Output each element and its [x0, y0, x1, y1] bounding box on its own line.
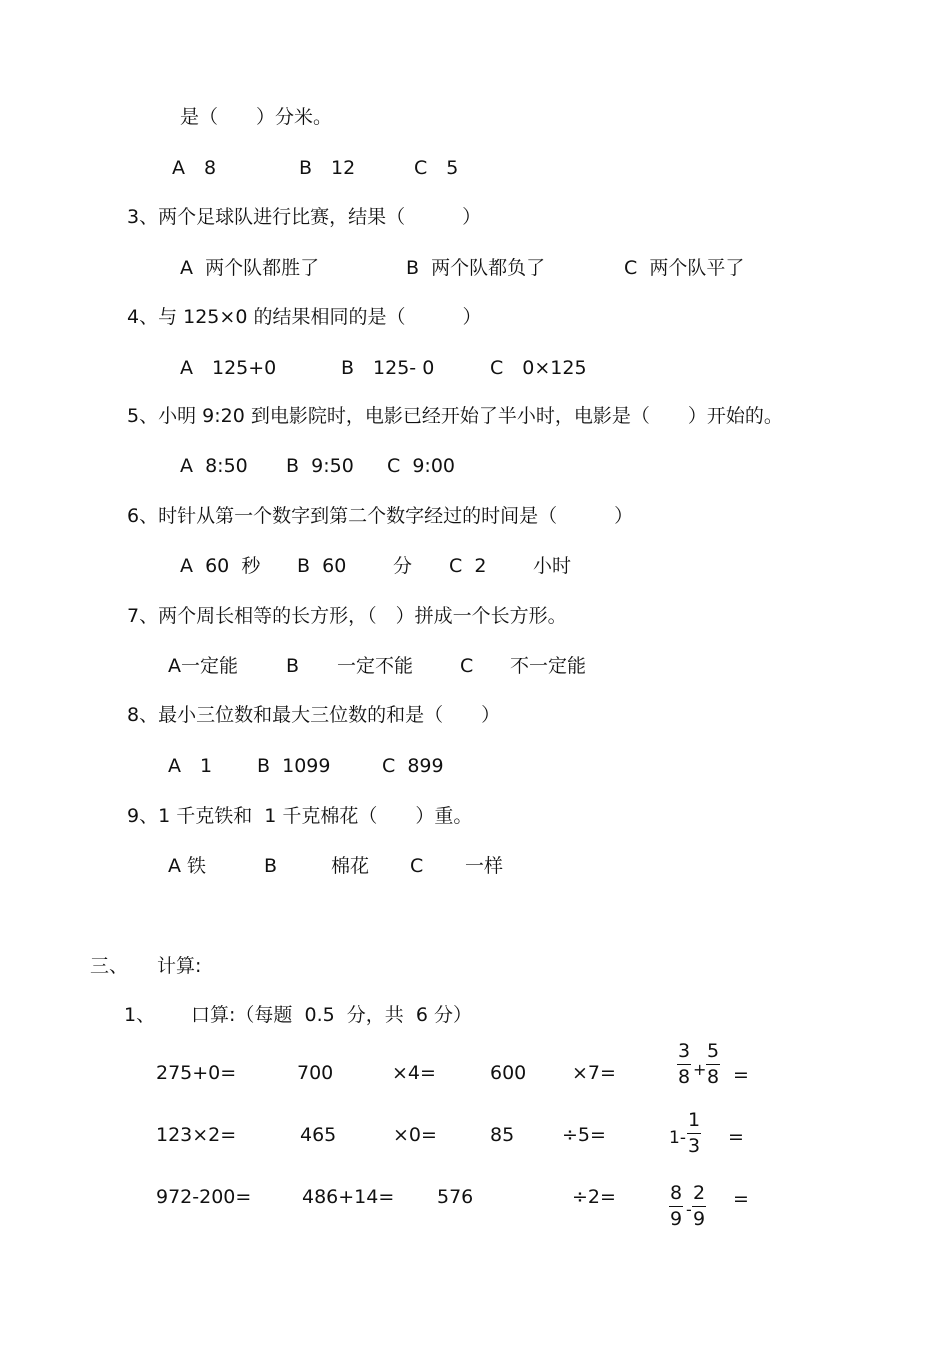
q2-option-c: C 5 [414, 157, 459, 179]
calc-r3-c2: 486+14= [302, 1186, 395, 1208]
q7-option-b-text: 一定不能 [337, 655, 414, 677]
minus-operator: - [686, 1200, 692, 1219]
fraction-bar [677, 1064, 691, 1065]
calc-r3-equals: = [733, 1188, 749, 1210]
calc-r1-equals: = [733, 1064, 749, 1086]
fraction-numerator: 1 [688, 1109, 701, 1131]
q7-option-b: B [286, 655, 300, 677]
q9-stem: 9、1 千克铁和 1 千克棉花（ ）重。 [127, 805, 473, 827]
fraction-denominator: 9 [670, 1208, 683, 1230]
calc-r3-c1: 972-200= [156, 1186, 252, 1208]
q6-stem: 6、时针从第一个数字到第二个数字经过的时间是（ ） [127, 505, 634, 527]
q5-option-c: C 9:00 [387, 455, 456, 477]
q9-option-c: C [410, 855, 424, 877]
section3-number: 三、 [90, 955, 129, 977]
calc-r2-c1: 123×2= [156, 1124, 237, 1146]
q8-stem: 8、最小三位数和最大三位数的和是（ ） [127, 704, 501, 726]
calc-r1-c3: 600 [490, 1062, 527, 1084]
fraction-numerator: 3 [678, 1040, 691, 1062]
q6-option-c-unit: 小时 [533, 555, 572, 577]
fraction-numerator: 5 [707, 1040, 720, 1062]
q2-option-a: A 8 [172, 157, 217, 179]
q8-option-a: A 1 [168, 755, 213, 777]
oral-number: 1、 [124, 1004, 156, 1026]
fraction-8-9 [669, 1184, 683, 1229]
q8-option-b: B 1099 [257, 755, 331, 777]
q4-stem: 4、与 125×0 的结果相同的是（ ） [127, 306, 482, 328]
q8-option-c: C 899 [382, 755, 444, 777]
fraction-denominator: 9 [693, 1208, 706, 1230]
q7-stem: 7、两个周长相等的长方形，（ ）拼成一个长方形。 [127, 605, 567, 627]
q6-option-a: A 60 秒 [180, 555, 261, 577]
fraction-denominator: 3 [688, 1135, 701, 1157]
q2-option-b: B 12 [299, 157, 356, 179]
calc-r2-one-minus: 1- [669, 1128, 686, 1148]
calc-r1-c3-op: ×7= [572, 1062, 616, 1084]
fraction-5-8 [706, 1042, 720, 1087]
q9-option-b-text: 棉花 [331, 855, 370, 877]
calc-r1-c2-op: ×4= [392, 1062, 436, 1084]
q9-option-a: A 铁 [168, 855, 207, 877]
q4-option-a: A 125+0 [180, 357, 277, 379]
calc-r1-c2: 700 [297, 1062, 334, 1084]
q4-option-c: C 0×125 [490, 357, 587, 379]
calc-r3-c3: 576 [437, 1186, 474, 1208]
q5-option-a: A 8:50 [180, 455, 248, 477]
q6-option-b: B 60 [297, 555, 347, 577]
q9-option-b: B [264, 855, 278, 877]
section3-title: 计算: [157, 955, 202, 977]
q4-option-b: B 125- 0 [341, 357, 435, 379]
q9-option-c-text: 一样 [465, 855, 504, 877]
fraction-3-8 [677, 1042, 691, 1087]
q2-tail: 是（ ）分米。 [180, 106, 333, 128]
fraction-bar [692, 1206, 706, 1207]
q3-stem: 3、两个足球队进行比赛，结果（ ） [127, 206, 482, 228]
q7-option-c-text: 不一定能 [510, 655, 587, 677]
fraction-denominator: 8 [678, 1066, 691, 1088]
plus-operator: + [693, 1060, 707, 1079]
fraction-denominator: 8 [707, 1066, 720, 1088]
q7-option-a: A一定能 [168, 655, 238, 677]
q7-option-c: C [460, 655, 474, 677]
calc-r2-c2: 465 [300, 1124, 337, 1146]
fraction-numerator: 8 [670, 1182, 683, 1204]
fraction-bar [687, 1133, 701, 1134]
calc-r2-c3: 85 [490, 1124, 515, 1146]
oral-title: 口算:（每题 0.5 分，共 6 分） [191, 1004, 472, 1026]
calc-r3-c3-op: ÷2= [572, 1186, 616, 1208]
calc-r1-c1: 275+0= [156, 1062, 237, 1084]
fraction-numerator: 2 [693, 1182, 706, 1204]
calc-r2-equals: = [728, 1126, 744, 1148]
q3-option-c: C 两个队平了 [624, 257, 745, 279]
calc-r2-c2-op: ×0= [393, 1124, 437, 1146]
fraction-bar [706, 1064, 720, 1065]
q3-option-a: A 两个队都胜了 [180, 257, 320, 279]
q5-stem: 5、小明 9:20 到电影院时，电影已经开始了半小时，电影是（ ）开始的。 [127, 405, 783, 427]
q6-option-c: C 2 [449, 555, 487, 577]
calc-r2-c3-op: ÷5= [562, 1124, 606, 1146]
fraction-1-3 [687, 1111, 701, 1156]
q3-option-b: B 两个队都负了 [406, 257, 546, 279]
q6-option-b-unit: 分 [393, 555, 413, 577]
fraction-2-9 [692, 1184, 706, 1229]
fraction-bar [669, 1206, 683, 1207]
q5-option-b: B 9:50 [286, 455, 354, 477]
